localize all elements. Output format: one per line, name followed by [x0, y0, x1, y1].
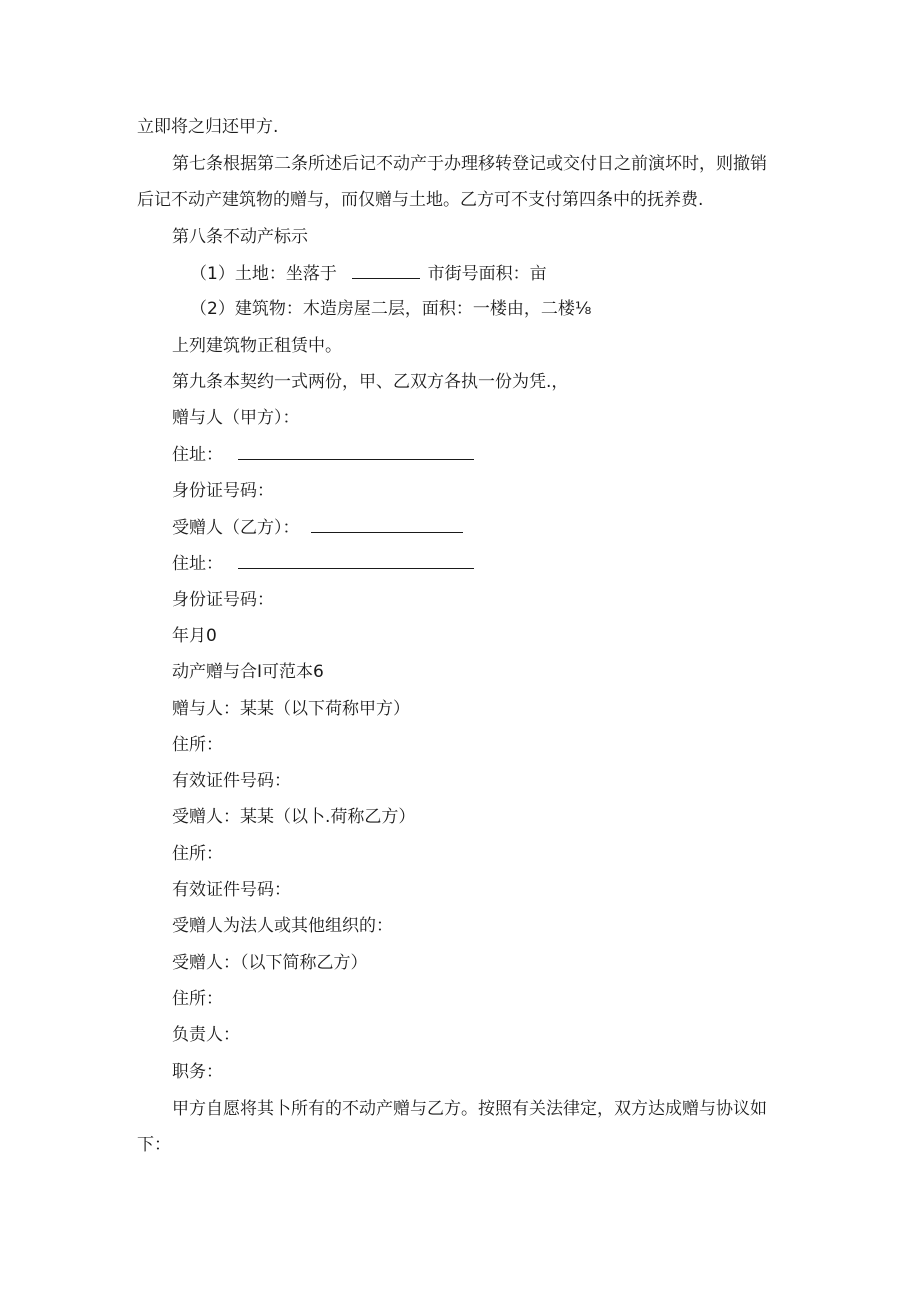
address-label: 住址： [172, 445, 223, 465]
donor-id-line: 身份证号码： [172, 481, 274, 501]
donee-line [172, 516, 463, 539]
agreement-intro-line-1: 甲方自愿将其卜所有的不动产赠与乙方。按照有关法律定，双方达成赠与协议如 [172, 1099, 767, 1119]
date-line: 年月0 [172, 626, 217, 646]
article-8-heading: 第八条不动产标示 [172, 227, 308, 247]
donor-line: 赠与人：某某（以下荷称甲方） [172, 699, 410, 719]
text-line: 住所： [172, 844, 223, 864]
donee-id-line: 身份证号码： [172, 590, 274, 610]
donee-address-line [172, 552, 474, 575]
text-line: 住所： [172, 989, 223, 1009]
building-item: （2）建筑物：木造房屋二层，面积：一楼由，二楼⅛ [190, 299, 592, 319]
article-7-line-1: 第七条根据第二条所述后记不动产于办理移转登记或交付日之前演坏时，则撤销 [172, 154, 767, 174]
donee-blank [311, 516, 463, 533]
text-line: 有效证件号码： [172, 880, 291, 900]
land-area-label: 市街号面积：亩 [427, 264, 547, 284]
donor-heading: 赠与人（甲方）： [172, 408, 300, 428]
text-line: 负责人： [172, 1025, 240, 1045]
land-location-blank [352, 262, 420, 279]
land-item [190, 262, 547, 285]
text-line: 有效证件号码： [172, 771, 291, 791]
text-line: 上列建筑物正租赁中。 [172, 336, 342, 356]
text-line: 立即将之归还甲方. [137, 117, 279, 137]
donor-address-line [172, 443, 474, 466]
donee-line-2: 受赠人：某某（以卜.荷称乙方） [172, 807, 416, 827]
donee-label: 受赠人（乙方）： [172, 518, 300, 538]
address-blank [238, 552, 474, 569]
text-line: 职务： [172, 1062, 223, 1082]
text-line: 住所： [172, 735, 223, 755]
text-line: 受赠人为法人或其他组织的： [172, 916, 393, 936]
article-7-line-2: 后记不动产建筑物的赠与，而仅赠与土地。乙方可不支付第四条中的抚养费. [137, 190, 704, 210]
land-label: （1）土地：坐落于 [190, 264, 337, 284]
template-title: 动产赠与合I可范本6 [172, 662, 324, 682]
address-blank [238, 443, 474, 460]
text-line: 受赠人：（以下简称乙方） [172, 953, 368, 973]
article-9-line: 第九条本契约一式两份，甲、乙双方各执一份为凭.， [172, 372, 569, 392]
address-label: 住址： [172, 554, 223, 574]
agreement-intro-line-2: 下： [137, 1135, 171, 1155]
